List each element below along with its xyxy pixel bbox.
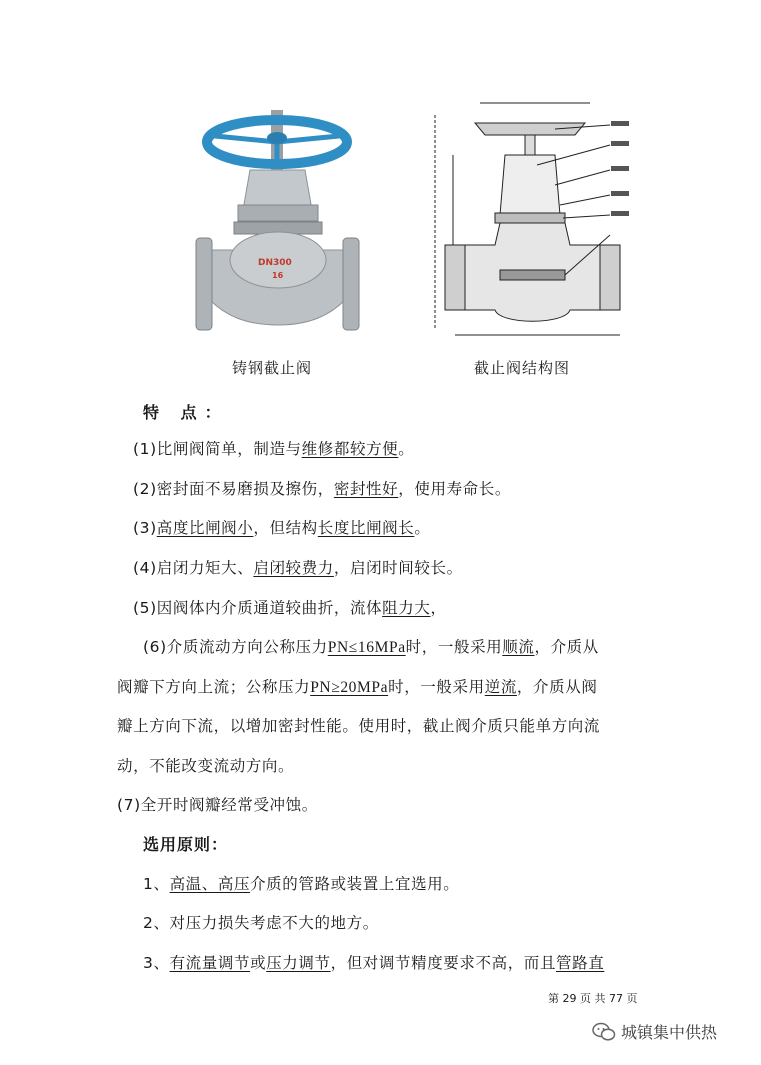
underlined-segment: 高温、高压 — [169, 875, 251, 893]
text-segment: 3、 — [143, 954, 170, 972]
watermark — [592, 1020, 717, 1043]
figure-caption-left: 铸钢截止阀 — [232, 359, 313, 377]
text-segment: (6)介质流动方向公称压力 — [143, 638, 328, 656]
feature-item-2 — [133, 477, 511, 499]
text-segment: 。 — [414, 519, 431, 537]
text-segment: 1、 — [143, 875, 170, 893]
part-label-mark — [611, 191, 629, 196]
valve-marking-size: DN300 — [258, 258, 292, 268]
text-segment: (4)启闭力矩大、 — [133, 559, 254, 577]
underlined-segment: 阻力大 — [382, 599, 431, 617]
text-segment: 动，不能改变流动方向。 — [117, 757, 295, 775]
text-segment: (7)全开时阀瓣经常受冲蚀。 — [117, 796, 318, 814]
text-segment: (2)密封面不易磨损及擦伤， — [133, 480, 334, 498]
feature-item-1 — [133, 437, 414, 459]
underlined-segment: PN≥20MPa — [310, 679, 389, 696]
part-label-mark — [611, 211, 629, 216]
selection-heading: 选用原则： — [143, 835, 229, 854]
diagram-yoke — [500, 155, 560, 215]
selection-item-2 — [143, 911, 379, 933]
underlined-segment: 启闭较费力 — [253, 559, 334, 577]
valve-bonnet — [243, 170, 312, 210]
diagram-right-port — [600, 245, 620, 310]
text-segment: ，但对调节精度要求不高，而且 — [330, 954, 556, 972]
feature-item-6-line-2 — [117, 675, 597, 697]
text-segment: 。 — [398, 440, 415, 458]
text-segment: (5)因阀体内介质通道较曲折，流体 — [133, 599, 383, 617]
underlined-segment: 密封性好 — [333, 480, 399, 498]
text-segment: 时，一般采用 — [388, 678, 485, 696]
underlined-segment: 长度比闸阀长 — [317, 519, 415, 537]
valve-marking-pressure: 16 — [272, 271, 284, 280]
watermark-text: 城镇集中供热 — [621, 1023, 718, 1042]
leader-line — [560, 195, 610, 205]
text-segment: 瓣上方向下流，以增加密封性能。使用时，截止阀介质只能单方向流 — [117, 717, 601, 735]
text-segment: ，介质从阀 — [516, 678, 598, 696]
diagram-handwheel — [475, 123, 585, 135]
text-segment: ， — [430, 599, 447, 617]
text-segment: 阀瓣下方向上流；公称压力 — [117, 678, 311, 696]
feature-item-5 — [133, 596, 447, 618]
underlined-segment: 压力调节 — [266, 954, 331, 972]
right-end-flange — [343, 238, 359, 330]
text-segment: ，介质从 — [534, 638, 599, 656]
cast-steel-globe-valve-image — [190, 100, 365, 345]
underlined-segment: 高度比闸阀小 — [156, 519, 254, 537]
bonnet-flange — [238, 205, 318, 221]
underlined-segment: PN≤16MPa — [327, 639, 406, 656]
text-segment: ，但结构 — [253, 519, 318, 537]
part-label-mark — [611, 121, 629, 126]
globe-valve-structure-diagram — [425, 95, 650, 345]
underlined-segment: 维修都较方便 — [301, 440, 399, 458]
underlined-segment: 顺流 — [502, 638, 535, 656]
feature-item-6-line-1 — [143, 635, 599, 657]
underlined-segment: 逆流 — [484, 678, 517, 696]
text-segment: ，使用寿命长。 — [398, 480, 511, 498]
leader-line — [563, 215, 610, 218]
diagram-left-port — [445, 245, 465, 310]
handwheel-hub — [267, 132, 287, 144]
left-end-flange — [196, 238, 212, 330]
feature-item-6-line-3 — [117, 714, 600, 736]
underlined-segment: 有流量调节 — [169, 954, 251, 972]
leader-line — [555, 170, 610, 185]
text-segment: (1)比闸阀简单，制造与 — [133, 440, 302, 458]
text-segment: 2、对压力损失考虑不大的地方。 — [143, 914, 379, 932]
selection-item-1 — [143, 872, 459, 894]
diagram-bonnet-flange — [495, 213, 565, 223]
feature-item-6-line-4 — [117, 754, 294, 776]
diagram-disc — [500, 270, 565, 280]
text-segment: 时，一般采用 — [405, 638, 503, 656]
page-number: 第 29 页 共 77 页 — [548, 992, 638, 1005]
wechat-logo-icon — [592, 1022, 616, 1042]
feature-item-7 — [117, 793, 318, 815]
text-segment: 或 — [250, 954, 267, 972]
part-label-mark — [611, 141, 629, 146]
text-segment: 介质的管路或装置上宜选用。 — [250, 875, 460, 893]
underlined-segment: 管路直 — [556, 954, 605, 972]
text-segment: (3) — [133, 519, 157, 537]
feature-item-3 — [133, 516, 431, 538]
text-segment: ，启闭时间较长。 — [333, 559, 463, 577]
feature-item-4 — [133, 556, 463, 578]
features-heading: 特 点： — [143, 403, 229, 422]
selection-item-3 — [143, 951, 604, 973]
part-label-mark — [611, 166, 629, 171]
figure-caption-right: 截止阀结构图 — [474, 359, 571, 377]
